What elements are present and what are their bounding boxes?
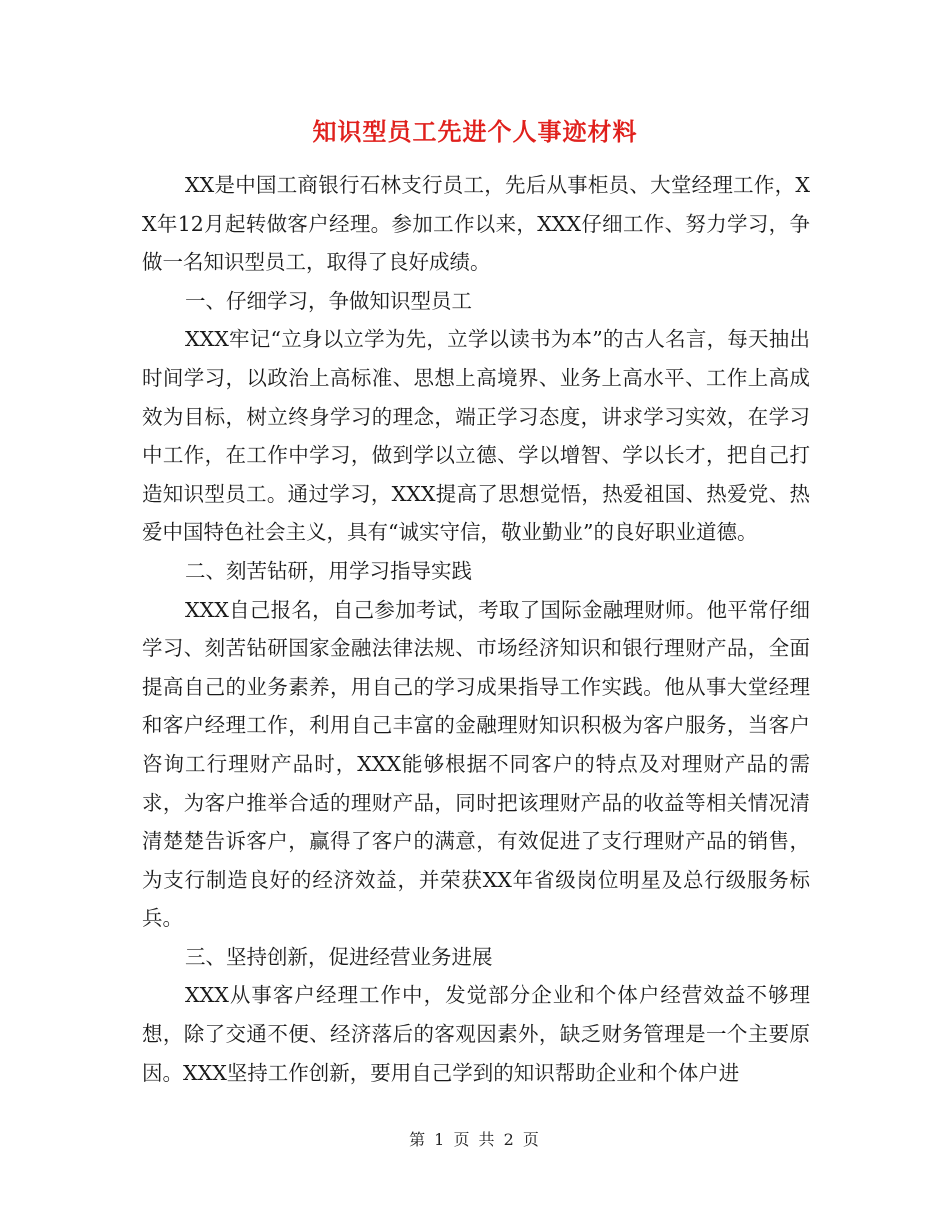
section-heading-1: 一、仔细学习，争做知识型员工 — [185, 288, 473, 313]
section-paragraph-3: XXX从事客户经理工作中，发觉部分企业和个体户经营效益不够理想，除了交通不便、经济落后的客观因素外，缺乏财务管理是一个主要原因。XXX坚持工作创新，要用自己学到的知识帮助企业和个体户进 — [142, 983, 810, 1085]
section-heading-2: 二、刻苦钻研，用学习指导实践 — [185, 558, 473, 583]
document-body — [142, 166, 810, 1092]
page-footer: 第 1 页 共 2 页 — [409, 1130, 541, 1149]
section-heading-3: 三、坚持创新，促进经营业务进展 — [185, 944, 493, 969]
document-title: 知识型员工先进个人事迹材料 — [312, 117, 638, 146]
intro-paragraph: XX是中国工商银行石林支行员工，先后从事柜员、大堂经理工作，XX年12月起转做客户经理。参加工作以来，XXX仔细工作、努力学习，争做一名知识型员工，取得了良好成绩。 — [142, 173, 810, 275]
section-paragraph-2: XXX自己报名，自己参加考试，考取了国际金融理财师。他平常仔细学习、刻苦钻研国家金融法律法规、市场经济知识和银行理财产品，全面提高自己的业务素养，用自己的学习成果指导工作实践。他从事大堂经理和客户经理工作，利用自己丰富的金融理财知识积极为客户服务，当客户咨询工行理财产品时，XXX能够根据不同客户的特点及对理财产品的需求，为客户推举合适的理财产品，同时把该理财产品的收益等相关情况清清楚楚告诉客户，赢得了客户的满意，有效促进了支行理财产品的销售，为支行制造良好的经济效益，并荣获XX年省级岗位明星及总行级服务标兵。 — [142, 597, 810, 931]
section-paragraph-1: XXX牢记“立身以立学为先，立学以读书为本”的古人名言，每天抽出时间学习，以政治上高标准、思想上高境界、业务上高水平、工作上高成效为目标，树立终身学习的理念，端正学习态度，讲求学习实效，在学习中工作，在工作中学习，做到学以立德、学以增智、学以长才，把自己打造知识型员工。通过学习，XXX提高了思想觉悟，热爱祖国、热爱党、热爱中国特色社会主义，具有“诚实守信，敬业勤业”的良好职业道德。 — [142, 327, 810, 545]
